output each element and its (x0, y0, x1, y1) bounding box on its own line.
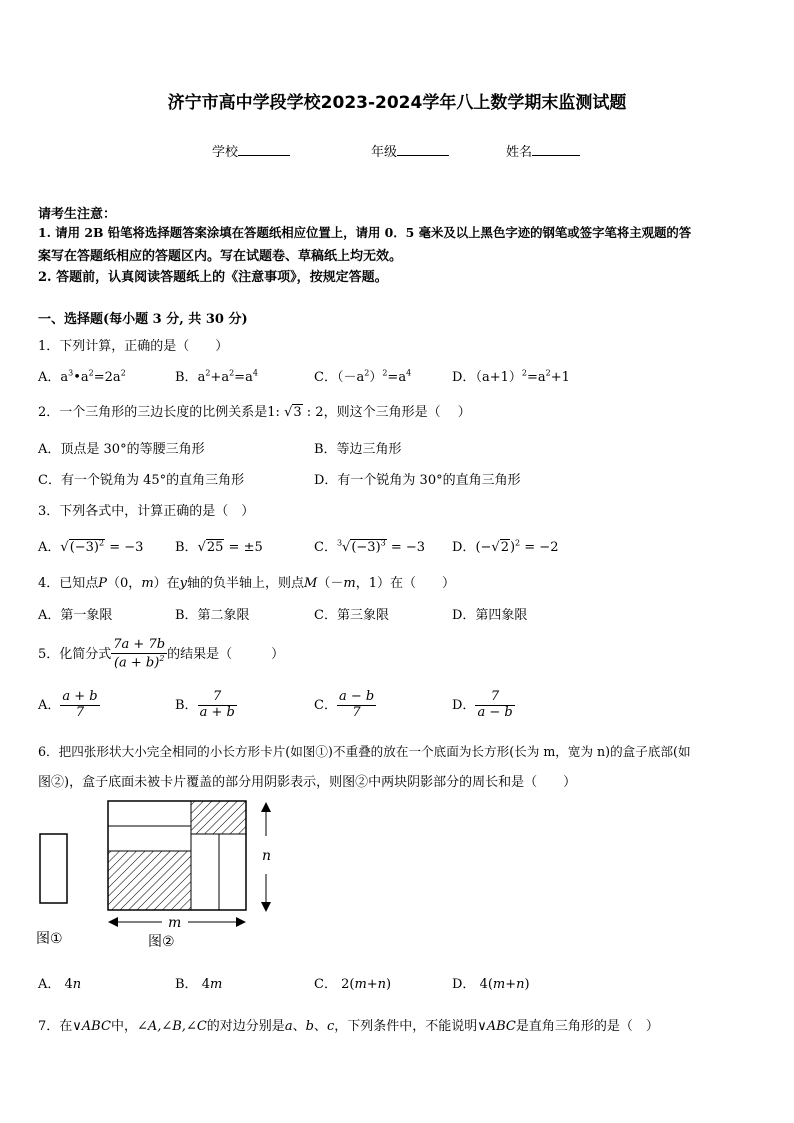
q3-option-b[interactable]: B．√25 = ±5 (175, 540, 263, 555)
notice-line1: 1. 请用 2B 铅笔将选择题答案涂填在答题纸相应位置上，请用 0．5 毫米及以上黑色字迹的钢笔或签字笔将主观题的答 (38, 225, 692, 240)
notice-heading: 请考生注意： (38, 207, 117, 222)
fig2-shade-top (191, 801, 246, 834)
q7-stem: 7．在∨ABC中，∠A,∠B,∠C的对边分别是a、b、c，下列条件中，不能说明∨ABC是直角三角形的是（ ） (38, 1019, 659, 1034)
name-blank[interactable] (532, 143, 580, 156)
q3-option-d[interactable]: D．$(-√2)^2 = -2$ (452, 538, 559, 555)
q4-option-d[interactable]: D．第四象限 (452, 608, 528, 623)
q6-option-c[interactable]: C． 2(m+n) (314, 977, 392, 992)
grade-field[interactable] (371, 141, 449, 160)
name-label: 姓名 (506, 145, 533, 160)
q2-option-a[interactable]: A．顶点是 30°的等腰三角形 (38, 442, 205, 457)
q6-figure (30, 796, 290, 956)
fig2-shade-bottom (108, 851, 191, 910)
fig1-card (40, 834, 67, 903)
q5-option-d[interactable]: D． $\frac{7}{a - b}$ (452, 689, 513, 720)
q1-option-a[interactable]: A．$a^3•a^2=2a^2$ (38, 368, 126, 385)
school-label: 学校 (212, 145, 239, 160)
school-blank[interactable] (238, 143, 290, 156)
grade-blank[interactable] (397, 143, 449, 156)
school-field[interactable] (212, 141, 290, 160)
q2-option-c[interactable]: C．有一个锐角为 45°的直角三角形 (38, 473, 245, 488)
name-field[interactable] (506, 141, 580, 160)
q5-option-c[interactable]: C． $\frac{a - b}{7}$ (314, 689, 375, 720)
fig2-label: 图② (148, 934, 175, 950)
q1-option-c[interactable]: C．$(-a^2)^2=a^4$ (314, 368, 412, 385)
q5-option-b[interactable]: B． $\frac{7}{a + b}$ (175, 689, 235, 720)
q5-option-a[interactable]: A． $\frac{a + b}{7}$ (38, 689, 98, 720)
q4-option-a[interactable]: A．第一象限 (38, 608, 113, 623)
q3-stem: 3．下列各式中，计算正确的是（ ） (38, 504, 255, 519)
notice-line2: 案写在答题纸相应的答题区内。写在试题卷、草稿纸上均无效。 (38, 249, 403, 264)
q4-stem: 4．已知点P（0，m）在y轴的负半轴上，则点M（－m，1）在（ ） (38, 576, 455, 591)
q6-option-a[interactable]: A． 4n (38, 977, 82, 992)
label-m: m (168, 915, 182, 931)
q1-option-b[interactable]: B．$a^2+a^2=a^4$ (175, 368, 258, 385)
q6-option-d[interactable]: D． 4(m+n) (452, 977, 530, 992)
q6-option-b[interactable]: B． 4m (175, 977, 223, 992)
fig1-label: 图① (36, 931, 63, 947)
section-heading: 一、选择题(每小题 3 分, 共 30 分) (38, 312, 248, 327)
q2-option-b[interactable]: B．等边三角形 (314, 442, 402, 457)
q1-stem: 1．下列计算，正确的是（ ） (38, 339, 229, 354)
notice-line3: 2. 答题前，认真阅读答题纸上的《注意事项》，按规定答题。 (38, 270, 388, 285)
q4-option-b[interactable]: B．第二象限 (175, 608, 250, 623)
q1-option-d[interactable]: D．$(a+1)^2=a^2+1$ (452, 368, 570, 385)
grade-label: 年级 (371, 145, 398, 160)
q6-line2: 图②)，盒子底面未被卡片覆盖的部分用阴影表示，则图②中两块阴影部分的周长和是（ ） (38, 775, 577, 790)
q2-stem: 2．一个三角形的三边长度的比例关系是1: √3 : 2，则这个三角形是（ ） (38, 405, 471, 420)
q5-stem: 5．化简分式 $\frac{7a + 7b}{(a + b)^2}$ 的结果是（ ） (38, 637, 285, 671)
q3-option-c[interactable]: C．$^3√(-3)^3 = -3$ (314, 538, 426, 555)
q6-line1: 6．把四张形状大小完全相同的小长方形卡片(如图①)不重叠的放在一个底面为长方形(长为 m，宽为 n)的盒子底部(如 (38, 744, 691, 759)
q4-option-c[interactable]: C．第三象限 (314, 608, 389, 623)
label-n: n (262, 848, 272, 864)
page-title: 济宁市高中学段学校2023-2024学年八上数学期末监测试题 (167, 93, 627, 113)
q3-option-a[interactable]: A．$√(-3)^2 = -3$ (38, 538, 144, 555)
q2-option-d[interactable]: D．有一个锐角为 30°的直角三角形 (314, 473, 521, 488)
